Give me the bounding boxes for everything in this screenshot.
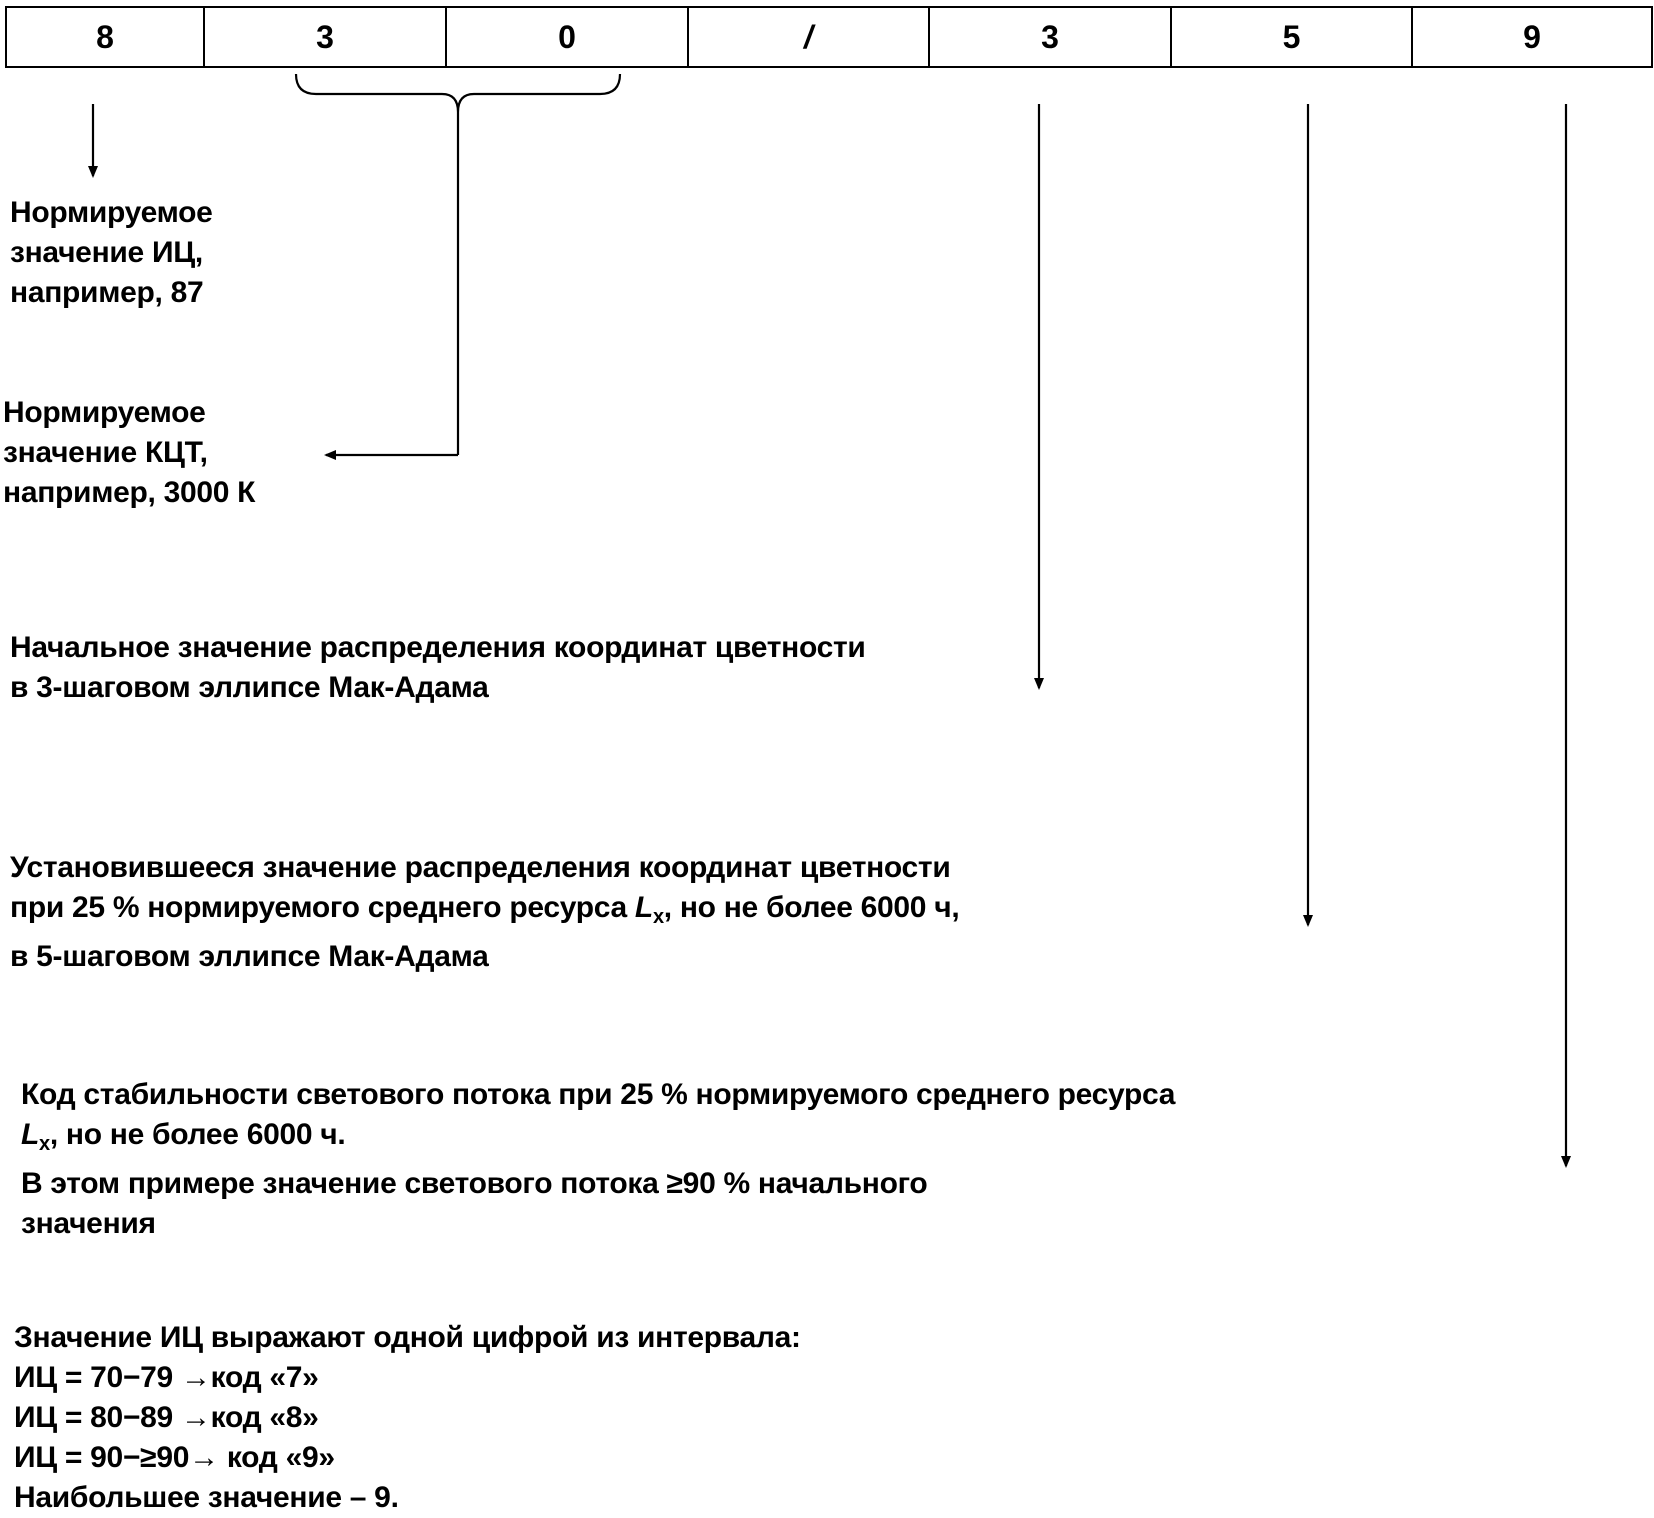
right-arrow-icon: →: [180, 1401, 211, 1434]
code-cell-steady-chromaticity: 5: [1171, 7, 1412, 67]
right-arrow-icon: →: [180, 1361, 211, 1394]
flux-stability-description: Код стабильности светового потока при 25 % нормируемого среднего ресурса $L_x$, но не более 6000 ч. В этом примере значение светового потока ≥90 % начального значения: [21, 1078, 1176, 1240]
legend-note: Наибольшее значение – 9.: [14, 1481, 399, 1514]
legend-row: ИЦ = 90−≥90→ код «9»: [14, 1441, 335, 1474]
legend-row: ИЦ = 80−89 →код «8»: [14, 1401, 319, 1434]
cct-brace: [296, 74, 620, 112]
code-cell-separator: /: [688, 7, 929, 67]
code-cell-cri: 8: [6, 7, 204, 67]
cri-legend: [14, 1318, 801, 1518]
code-cell-initial-chromaticity: 3: [929, 7, 1171, 67]
initial-chromaticity-description: Начальное значение распределения координат цветности в 3-шаговом эллипсе Мак-Адама: [10, 631, 866, 704]
code-cell-cct-2: 0: [446, 7, 688, 67]
steady-chromaticity-description: Установившееся значение распределения координат цветности при 25 % нормируемого среднего ресурса $L_x$, но не более 6000 ч, в 5-шаговом эллипсе Мак-Адама: [10, 851, 960, 973]
code-cell-flux-stability: 9: [1412, 7, 1652, 67]
legend-row: ИЦ = 70−79 →код «7»: [14, 1361, 319, 1394]
legend-title: Значение ИЦ выражают одной цифрой из интервала:: [14, 1321, 801, 1354]
right-arrow-icon: →: [189, 1441, 219, 1474]
cri-description: Нормируемое значение ИЦ, например, 87: [10, 196, 213, 309]
cct-description: Нормируемое значение КЦТ, например, 3000 К: [3, 396, 256, 509]
code-cell-cct-1: 3: [204, 7, 446, 67]
